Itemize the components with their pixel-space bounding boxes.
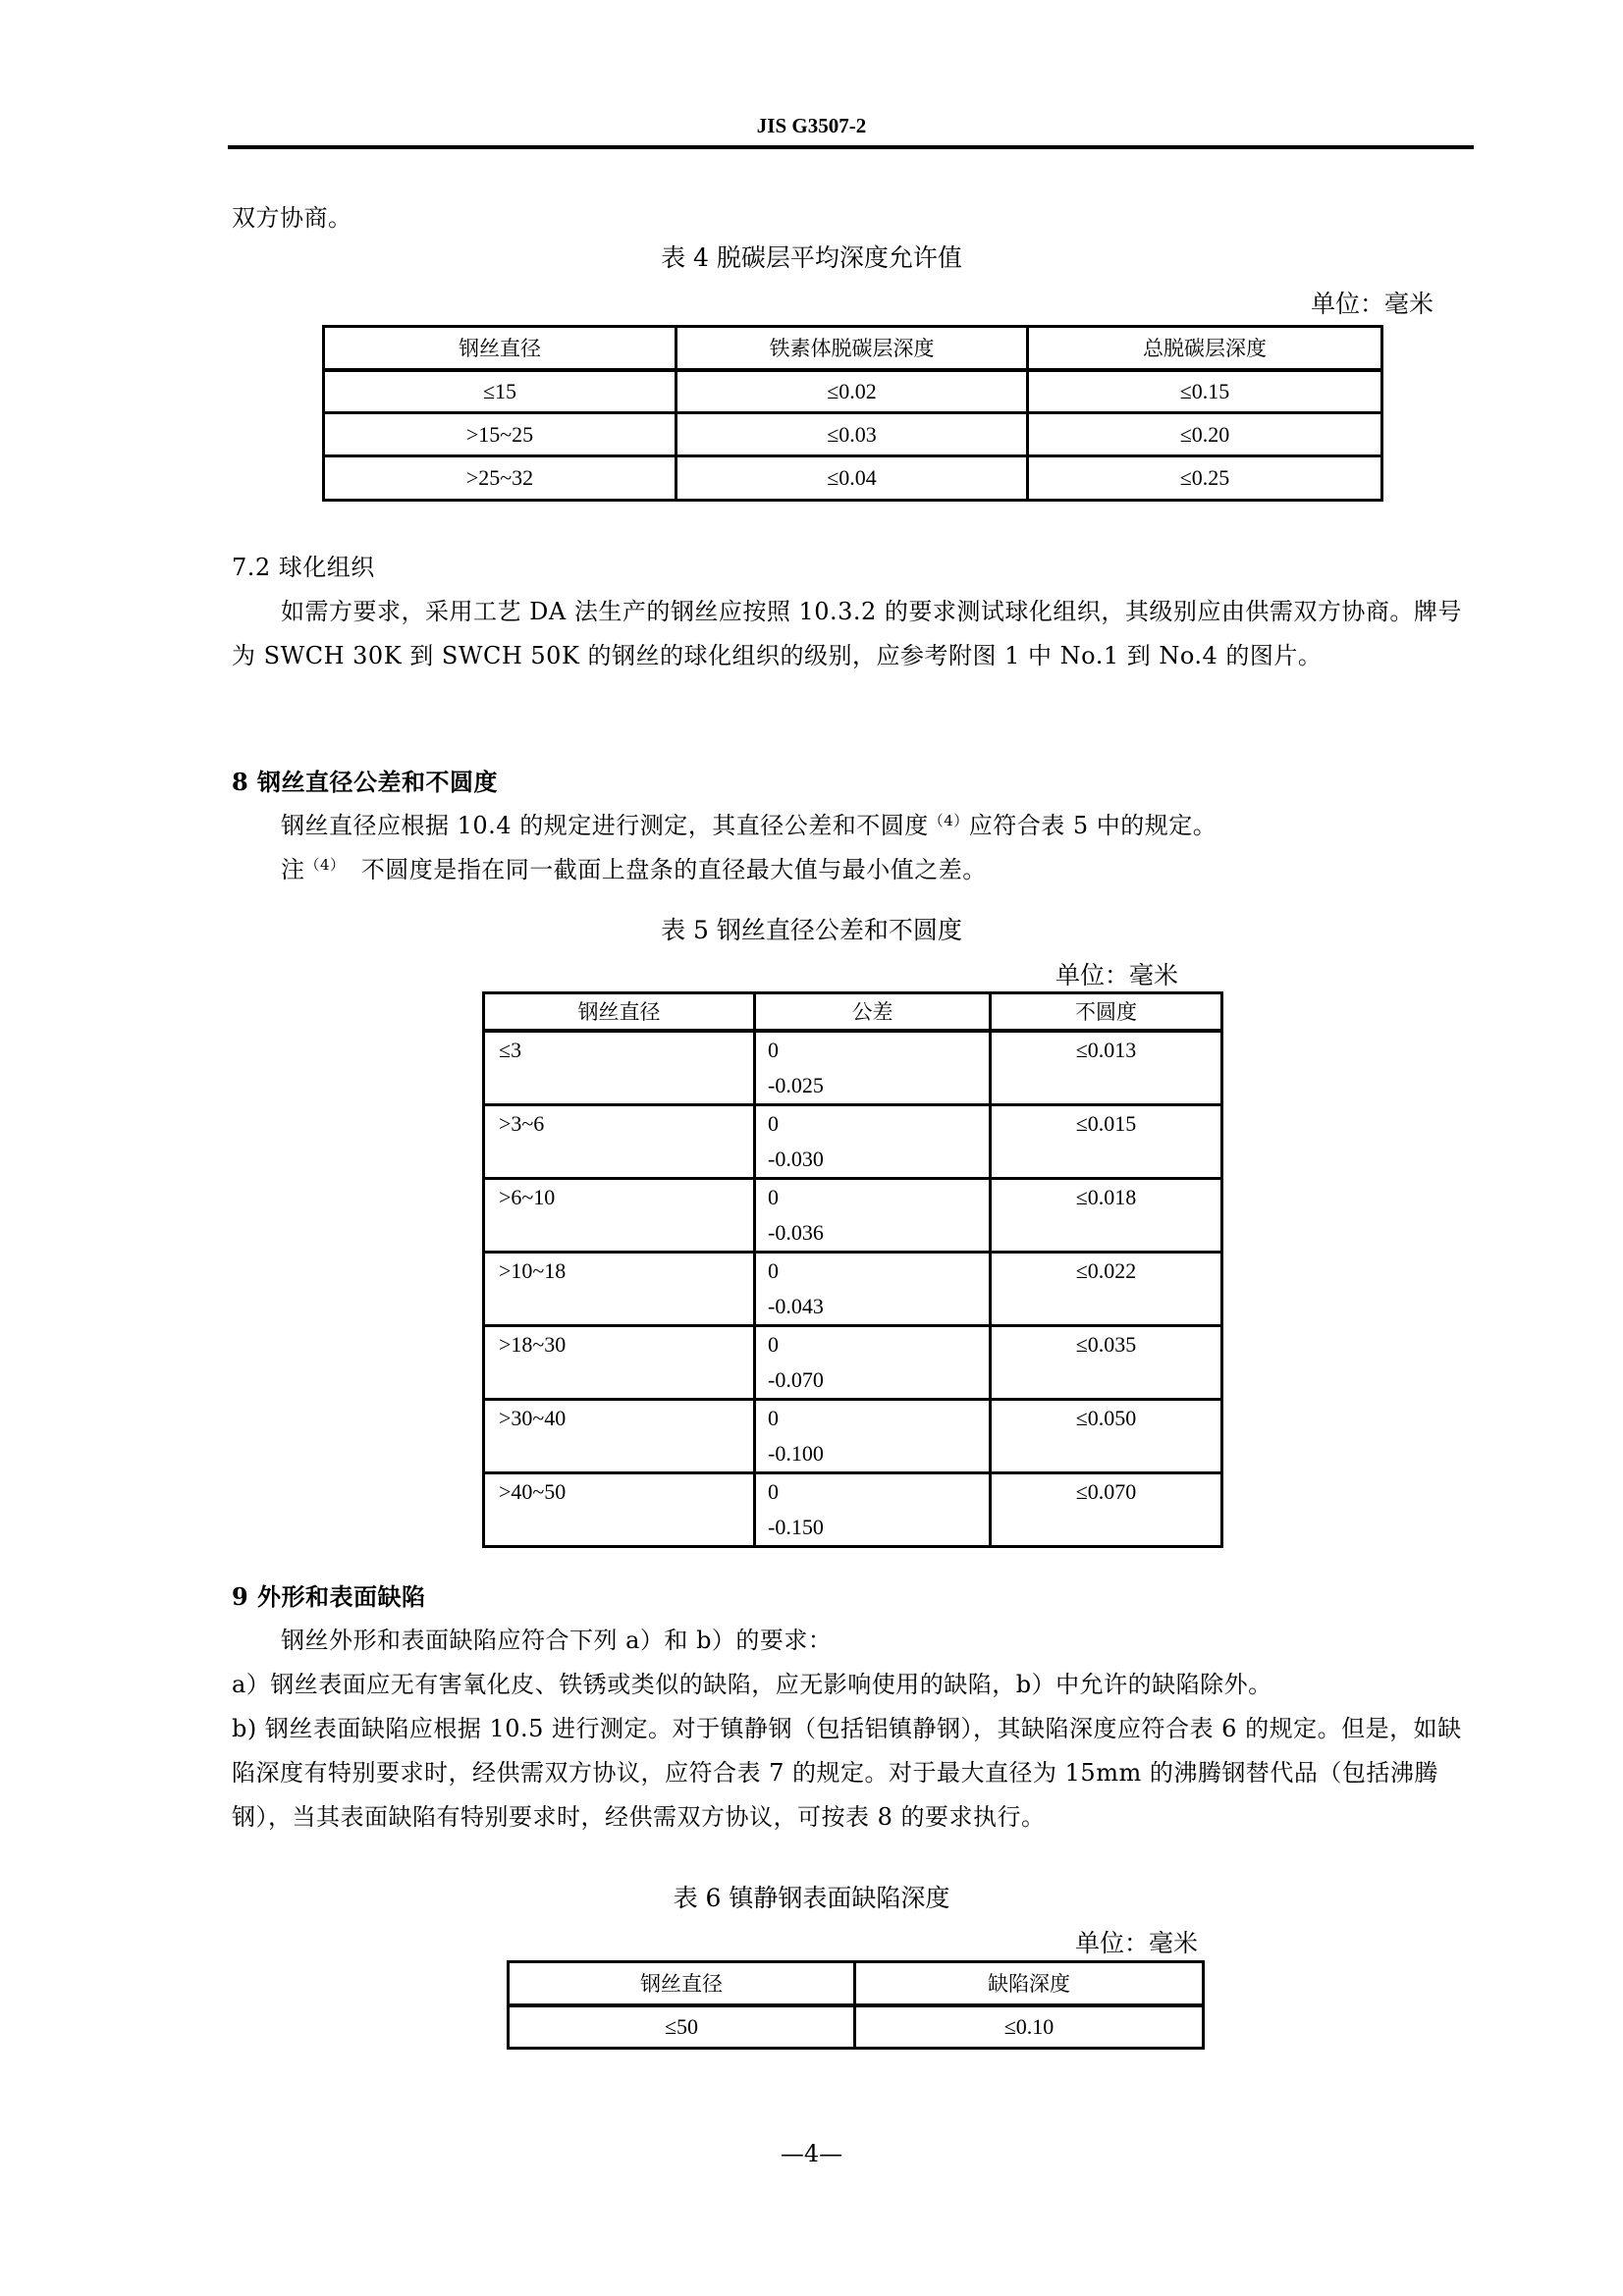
table-row [324, 413, 1382, 456]
tolerance-upper: 0 [768, 1184, 779, 1209]
table6-cell: ≤50 [509, 2005, 855, 2049]
table4-cell: ≤0.03 [676, 413, 1028, 456]
table5-tolerance-cell [755, 1325, 991, 1399]
table5-diameter-cell: >30~40 [484, 1399, 755, 1472]
section-8-body-text-end: 应符合表 5 中的规定。 [968, 812, 1217, 839]
table5-ovality-cell: ≤0.022 [991, 1252, 1222, 1325]
tolerance-lower: -0.030 [768, 1146, 824, 1171]
table5-ovality-cell: ≤0.013 [991, 1031, 1222, 1105]
section-7-2-body: 如需方要求，采用工艺 DA 法生产的钢丝应按照 10.3.2 的要求测试球化组织，其级别应由供需双方协商。牌号为 SWCH 30K 到 SWCH 50K 的钢丝的球化组织的级别，应参考附图 1 中 No.1 到 No.4 的图片。 [232, 598, 1462, 669]
table6-col-defect-depth: 缺陷深度 [855, 1962, 1204, 2005]
intro-text: 双方协商。 [232, 204, 352, 232]
tolerance-upper: 0 [768, 1257, 779, 1283]
table4-caption: 表 4 脱碳层平均深度允许值 [661, 243, 962, 272]
table-row [484, 1178, 1222, 1252]
table-row [324, 456, 1382, 501]
table5-col-tolerance: 公差 [755, 993, 991, 1031]
table6-cell: ≤0.10 [855, 2005, 1204, 2049]
table4 [322, 325, 1383, 502]
table5-diameter-cell: ≤3 [484, 1031, 755, 1105]
table5-ovality-cell: ≤0.070 [991, 1472, 1222, 1546]
tolerance-lower: -0.025 [768, 1072, 824, 1097]
page-number: —4— [780, 2140, 843, 2167]
tolerance-lower: -0.150 [768, 1514, 824, 1539]
tolerance-upper: 0 [768, 1331, 779, 1357]
section-8-body-text: 钢丝直径应根据 10.4 的规定进行测定，其直径公差和不圆度 [281, 812, 929, 839]
table4-header-row [324, 327, 1382, 370]
tolerance-upper: 0 [768, 1478, 779, 1504]
table5-tolerance-cell [755, 1104, 991, 1178]
table5-tolerance-cell [755, 1472, 991, 1546]
table5-diameter-cell: >6~10 [484, 1178, 755, 1252]
tolerance-upper: 0 [768, 1037, 779, 1062]
table-row [484, 1472, 1222, 1546]
table4-cell: >25~32 [324, 456, 676, 501]
table-row [484, 1104, 1222, 1178]
table4-unit: 单位：毫米 [1310, 290, 1434, 318]
table4-col-diameter: 钢丝直径 [324, 327, 676, 370]
table4-cell: ≤0.25 [1028, 456, 1382, 501]
table5-ovality-cell: ≤0.015 [991, 1104, 1222, 1178]
table4-col-ferrite-depth: 铁素体脱碳层深度 [676, 327, 1028, 370]
table5 [482, 991, 1223, 1548]
table5-col-ovality: 不圆度 [991, 993, 1222, 1031]
table5-ovality-cell: ≤0.050 [991, 1399, 1222, 1472]
section-9-intro: 钢丝外形和表面缺陷应符合下列 a）和 b）的要求： [281, 1627, 833, 1654]
section-8-note [232, 848, 1479, 892]
table5-ovality-cell: ≤0.018 [991, 1178, 1222, 1252]
table5-tolerance-cell [755, 1178, 991, 1252]
table4-cell: >15~25 [324, 413, 676, 456]
table4-cell: ≤0.02 [676, 370, 1028, 413]
table4-cell: ≤0.20 [1028, 413, 1382, 456]
table6-col-diameter: 钢丝直径 [509, 1962, 855, 2005]
note-prefix: 注 [281, 856, 305, 883]
section-8-heading: 8 钢丝直径公差和不圆度 [232, 768, 499, 796]
table6-unit: 单位：毫米 [1074, 1929, 1198, 1957]
table-row [324, 370, 1382, 413]
section-7-2-heading: 7.2 球化组织 [232, 554, 375, 581]
note-text: 不圆度是指在同一截面上盘条的直径最大值与最小值之差。 [360, 856, 987, 883]
section-9-item-b: b) 钢丝表面缺陷应根据 10.5 进行测定。对于镇静钢（包括铝镇静钢），其缺陷深度应符合表 6 的规定。但是，如缺陷深度有特别要求时，经供需双方协议，应符合表 7 的规定。对于最大直径为 15mm 的沸腾钢替代品（包括沸腾钢），当其表面缺陷有特别要求时，经供需双方协议，可按表 8 的要求执行。 [232, 1715, 1462, 1831]
table5-col-diameter: 钢丝直径 [484, 993, 755, 1031]
table-row [509, 2005, 1204, 2049]
table5-diameter-cell: >10~18 [484, 1252, 755, 1325]
table4-cell: ≤0.04 [676, 456, 1028, 501]
table-row [484, 1252, 1222, 1325]
table5-header-row [484, 993, 1222, 1031]
tolerance-upper: 0 [768, 1405, 779, 1430]
tolerance-upper: 0 [768, 1110, 779, 1136]
table5-diameter-cell: >18~30 [484, 1325, 755, 1399]
tolerance-lower: -0.036 [768, 1219, 824, 1245]
tolerance-lower: -0.070 [768, 1366, 824, 1392]
table6-header-row [509, 1962, 1204, 2005]
table4-cell: ≤0.15 [1028, 370, 1382, 413]
table5-tolerance-cell [755, 1031, 991, 1105]
table5-ovality-cell: ≤0.035 [991, 1325, 1222, 1399]
table-row [484, 1325, 1222, 1399]
section-8-body [232, 804, 1479, 848]
table6-caption: 表 6 镇静钢表面缺陷深度 [673, 1884, 950, 1912]
table5-diameter-cell: >3~6 [484, 1104, 755, 1178]
header-rule [228, 145, 1474, 149]
table-row [484, 1399, 1222, 1472]
table-row [484, 1031, 1222, 1105]
section-9-item-a: a）钢丝表面应无有害氧化皮、铁锈或类似的缺陷，应无影响使用的缺陷，b）中允许的缺陷除外。 [232, 1671, 1272, 1698]
table5-tolerance-cell [755, 1399, 991, 1472]
footnote-mark: （4） [304, 856, 346, 874]
table5-unit: 单位：毫米 [1055, 961, 1178, 989]
table5-tolerance-cell [755, 1252, 991, 1325]
table4-cell: ≤15 [324, 370, 676, 413]
tolerance-lower: -0.043 [768, 1293, 824, 1318]
section-9-heading: 9 外形和表面缺陷 [232, 1582, 426, 1611]
table6 [507, 1960, 1205, 2050]
table4-col-total-depth: 总脱碳层深度 [1028, 327, 1382, 370]
tolerance-lower: -0.100 [768, 1440, 824, 1466]
table5-caption: 表 5 钢丝直径公差和不圆度 [661, 916, 962, 944]
table5-diameter-cell: >40~50 [484, 1472, 755, 1546]
document-header-title: JIS G3507-2 [756, 114, 867, 137]
footnote-ref: （4） [928, 812, 969, 829]
